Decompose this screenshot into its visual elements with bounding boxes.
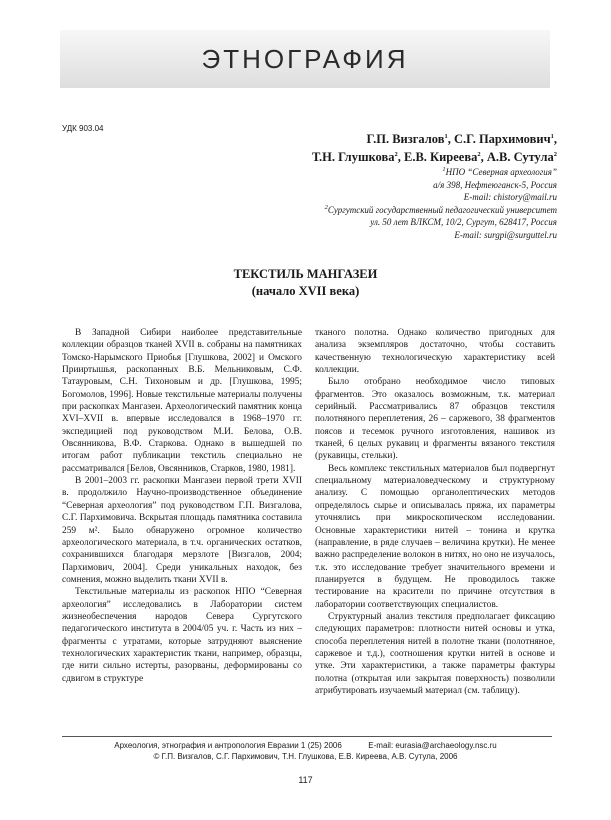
body-column-right bbox=[315, 327, 555, 697]
paragraph: Весь комплекс текстильных материалов был подвергнут специальному материаловедческому и структурному анализу. С помощью органолептических методов определялось сырье и описывалась пряжа, их параметры уточнялись при микроскопическом исследовании. Основные характеристики нитей – тонина и крутка (направление, в ряде случаев – величина крутки). Не менее важно распределение волокон в нитях, но оно не изучалось, т.к. это исследование требует значительного времени и планируется в будущем. Не проводилось также тестирование на красители по причине отсутствия в лаборатории соответствующих специалистов. bbox=[315, 463, 555, 610]
affiliation-1-address: а/я 398, Нефтеюганск-5, Россия bbox=[433, 179, 557, 190]
footer-copyright: © Г.П. Визгалов, С.Г. Пархимович, Т.Н. Глушкова, Е.В. Киреева, А.В. Сутула, 2006 bbox=[153, 752, 458, 761]
journal-citation: Археология, этнография и антропология Евразии 1 (25) 2006 bbox=[114, 741, 342, 750]
paper-title-sub: (начало XVII века) bbox=[251, 284, 360, 298]
paragraph: В 2001–2003 гг. раскопки Мангазеи первой трети XVII в. продолжило Научно-производственное объединение “Северная археология” под руководством Г.П. Визгалова, С.Г. Пархимовича. Вскрытая площадь памятника составила 259 м². Было обнаружено огромное количество археологического материала, в т.ч. органических остатков, сохранившихся благодаря мерзлоте [Визгалов, 2004; Пархимович, 2004]. Среди уникальных находок, без сомнения, можно выделить ткани XVII в. bbox=[62, 476, 302, 585]
paper-title bbox=[0, 266, 611, 300]
footer-journal-line bbox=[0, 741, 611, 751]
author-parkhimovich: , С.Г. Пархимович bbox=[447, 132, 551, 146]
journal-email[interactable]: E-mail: eurasia@archaeology.nsc.ru bbox=[368, 741, 497, 750]
footer-divider bbox=[62, 736, 552, 737]
section-title: ЭТНОГРАФИЯ bbox=[201, 43, 409, 74]
paragraph: Структурный анализ текстиля предполагает фиксацию следующих параметров: плотности нитей основы и утка, способа переплетения нитей в полотне ткани (полотняное, саржевое и т.д.), соотношения крутки нитей в основе и утке. Эти характеристики, а также параметры фактуры полотна (открытая или закрытая поверхность) позволили атрибутировать изучаемый материал (см. таблицу). bbox=[315, 611, 555, 696]
author-sutula: , А.В. Сутула bbox=[480, 150, 554, 164]
author-glushkova: Т.Н. Глушкова bbox=[311, 150, 395, 164]
paragraph: Было отобрано необходимое число типовых фрагментов. Это оказалось возможным, т.к. материал серийный. Рассматривались 87 образцов текстиля полотняного переплетения, 26 – саржевого, 38 фрагментов поясов и тесемок ручного изготовления, нашивок из тканей, 6 целых рукавиц и фрагменты вязаного текстиля (рукавицы, стельки). bbox=[315, 377, 555, 462]
author-kireeva: , Е.В. Киреева bbox=[397, 150, 478, 164]
affiliation-2-name: $^2$Сургутский государственный педагогический университет bbox=[324, 203, 557, 215]
section-header bbox=[60, 30, 550, 88]
paragraph: В Западной Сибири наиболее представительные коллекции образцов тканей XVII в. собраны на памятниках Томско-Нарымского Приобья [Глушкова, 2002] и Омского Прииртышья, раскопанных В.Б. Мельниковым, С.Ф. Татауровым, С.Н. Тихоновым и др. [Глушкова, 1995; Богомолов, 1996]. Новые текстильные материалы получены при раскопках Мангазеи. Археологический памятник конца XVI–XVII в. впервые исследовался в 1968–1970 гг. экспедицией под руководством М.И. Белова, О.В. Овсянникова, В.Ф. Старкова. Однако в вышедшей по итогам работ публикации текстиль специально не рассматривался [Белов, Овсянников, Старков, 1980, 1981]. bbox=[62, 328, 302, 474]
author-line-2: Т.Н. Глушкова$^2$, Е.В. Киреева$^2$, А.В. Сутула$^2$ bbox=[311, 150, 557, 164]
paragraph: Текстильные материалы из раскопок НПО “Северная археология” исследовались в Лаборатории систем жизнеобеспечения народов Севера Сургутского педагогического института в 2004/05 уч. г. Часть из них – фрагменты с утратами, которые затрудняют выяснение технологических характеристик ткани, например, образцы, где нити сильно истерты, разорваны, деформированы со сдвигом в структуре bbox=[62, 587, 302, 684]
author-line-1: Г.П. Визгалов$^1$, С.Г. Пархимович$^1$, bbox=[366, 132, 557, 146]
affiliation-1-name: $^1$НПО “Северная археология” bbox=[442, 166, 557, 177]
udk-code: УДК 903.04 bbox=[62, 124, 104, 133]
paper-title-main: ТЕКСТИЛЬ МАНГАЗЕИ bbox=[233, 267, 378, 281]
body-column-left bbox=[62, 327, 302, 685]
paragraph: тканого полотна. Однако количество пригодных для анализа экземпляров достаточно, чтобы составить качественную технологическую характеристику всей коллекции. bbox=[315, 328, 555, 376]
affiliation-2-address: ул. 50 лет ВЛКСМ, 10/2, Сургут, 628417, Россия bbox=[370, 217, 557, 227]
affiliation-2-email[interactable]: E-mail: surgpi@surguttel.ru bbox=[454, 229, 557, 240]
author-block bbox=[137, 130, 557, 241]
page-number: 117 bbox=[298, 775, 313, 785]
affiliation-1-email[interactable]: E-mail: chistory@mail.ru bbox=[463, 192, 557, 202]
author-vizgalov: Г.П. Визгалов bbox=[366, 132, 445, 146]
